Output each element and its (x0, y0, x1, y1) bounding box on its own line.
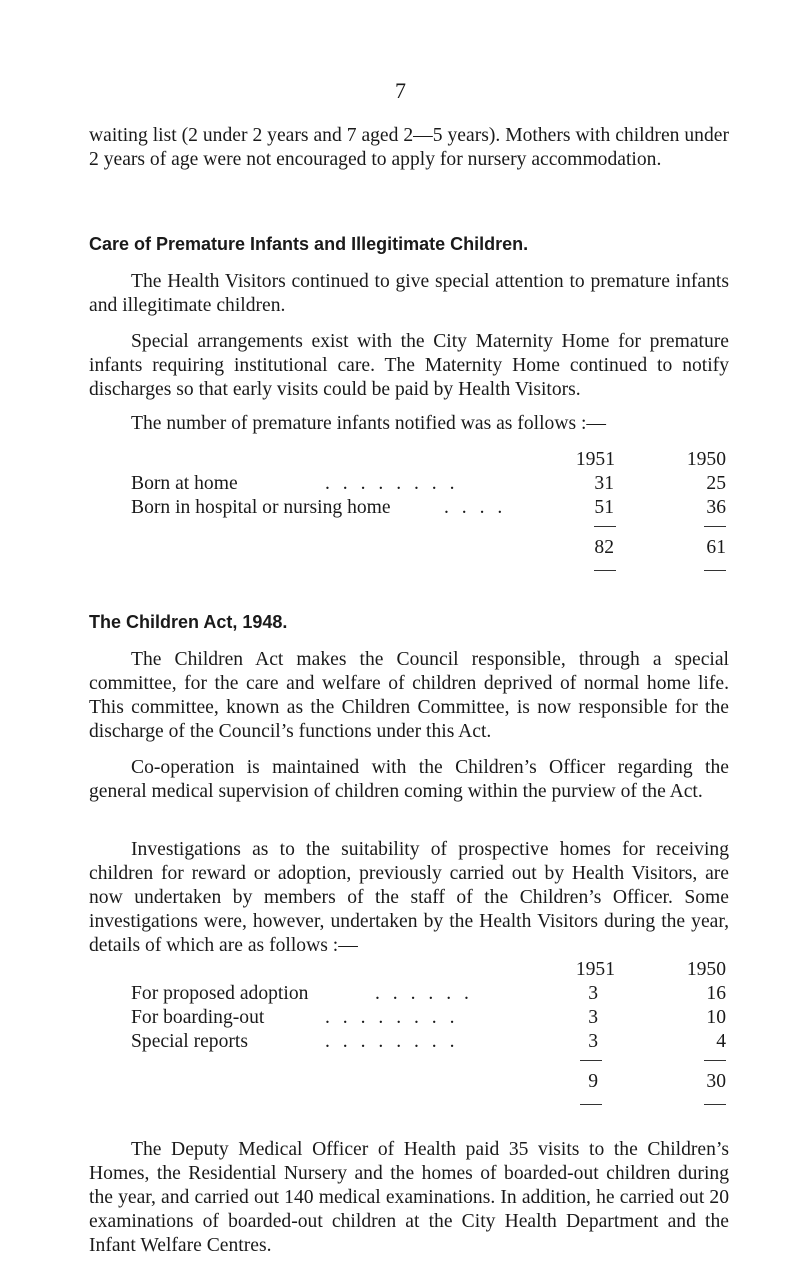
column-header-1951: 1951 (575, 449, 615, 470)
rule-below-total (580, 1104, 602, 1105)
total-1950: 61 (706, 537, 726, 558)
total-1951: 82 (594, 537, 614, 558)
rule-below-total (594, 570, 616, 571)
column-header-1950: 1950 (686, 449, 726, 470)
leader-dots: . . . . (444, 497, 507, 518)
value-proposed-adoption-1951: 3 (588, 983, 598, 1004)
value-born-in-hospital-1951: 51 (594, 497, 614, 518)
paragraph-children-act: The Children Act makes the Council responsible, through a special committee, for the care and welfare of children deprived of normal home life. This committee, known as the Children Committee, is now responsible for the discharge of the Council’s functions under this Act. (89, 649, 729, 742)
value-proposed-adoption-1950: 16 (706, 983, 726, 1004)
rule-below-total (704, 1104, 726, 1105)
leader-dots: . . . . . . . . (325, 1031, 459, 1052)
section-heading-children-act: The Children Act, 1948. (89, 612, 288, 632)
column-header-1951: 1951 (575, 959, 615, 980)
rule-above-total (594, 526, 616, 527)
row-label-boarding-out: For boarding-out (131, 1007, 265, 1028)
leader-dots: . . . . . . (375, 983, 473, 1004)
page-number: 7 (395, 78, 406, 103)
row-label-born-at-home: Born at home (131, 473, 238, 494)
leader-dots: . . . . . . . . (325, 473, 459, 494)
row-label-proposed-adoption: For proposed adoption (131, 983, 309, 1004)
paragraph-co-operation: Co-operation is maintained with the Children’s Officer regarding the general medical supervision of children coming within the purview of the Act. (89, 757, 729, 802)
rule-above-total (704, 526, 726, 527)
total-1951: 9 (588, 1071, 598, 1092)
leader-dots: . . . . . . . . (325, 1007, 459, 1028)
rule-above-total (580, 1060, 602, 1061)
row-label-born-in-hospital: Born in hospital or nursing home (131, 497, 391, 518)
value-special-reports-1951: 3 (588, 1031, 598, 1052)
value-boarding-out-1950: 10 (706, 1007, 726, 1028)
section-heading-premature-infants: Care of Premature Infants and Illegitimate Children. (89, 234, 529, 254)
paragraph-deputy-medical-officer: The Deputy Medical Officer of Health paid 35 visits to the Children’s Homes, the Residential Nursery and the homes of boarded-out children during the year, and carried out 140 medical examinations. In addition, he carried out 20 examinations of boarded-out children at the City Health Department and the Infant Welfare Centres. (89, 1139, 729, 1256)
value-born-in-hospital-1950: 36 (706, 497, 726, 518)
value-born-at-home-1950: 25 (706, 473, 726, 494)
paragraph-investigations: Investigations as to the suitability of prospective homes for receiving children for reward or adoption, previously carried out by Health Visitors, are now undertaken by members of the staff of the Children’s Officer. Some investigations were, however, undertaken by the Health Visitors during the year, details of which are as follows :— (89, 839, 729, 956)
value-boarding-out-1951: 3 (588, 1007, 598, 1028)
total-1950: 30 (706, 1071, 726, 1092)
value-born-at-home-1951: 31 (594, 473, 614, 494)
paragraph-special-arrangements: Special arrangements exist with the City Maternity Home for premature infants requiring institutional care. The Maternity Home continued to notify discharges so that early visits could be paid by Health Visitors. (89, 331, 729, 400)
rule-above-total (704, 1060, 726, 1061)
intro-paragraph: waiting list (2 under 2 years and 7 aged 2—5 years). Mothers with children under 2 years of age were not encouraged to apply for nursery accommodation. (89, 125, 729, 170)
rule-below-total (704, 570, 726, 571)
paragraph-health-visitors: The Health Visitors continued to give special attention to premature infants and illegitimate children. (89, 271, 729, 316)
value-special-reports-1950: 4 (716, 1031, 726, 1052)
column-header-1950: 1950 (686, 959, 726, 980)
row-label-special-reports: Special reports (131, 1031, 248, 1052)
paragraph-premature-intro: The number of premature infants notified was as follows :— (131, 413, 607, 434)
